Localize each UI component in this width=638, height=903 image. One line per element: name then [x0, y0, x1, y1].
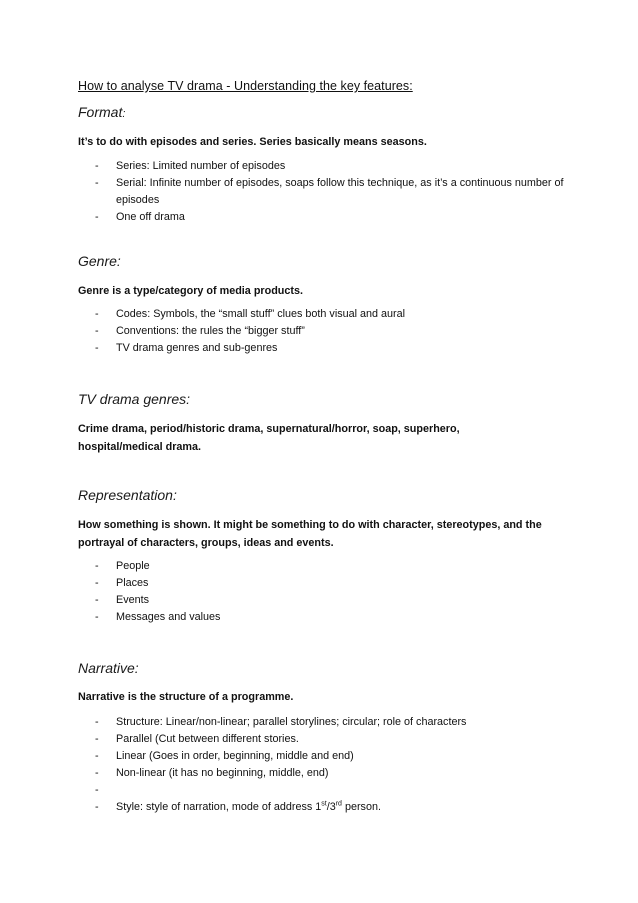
- list-item-text: Places: [116, 577, 149, 589]
- dash: -: [95, 801, 99, 813]
- style-item-text: Style: style of narration, mode of address 1: [116, 801, 322, 813]
- dash: -: [95, 594, 99, 606]
- list-item-text: One off drama: [116, 211, 185, 223]
- tv-drama-genres-definition: Crime drama, period/historic drama, supernatural/horror, soap, superhero, hospital/medical drama.: [78, 423, 460, 453]
- list-item: [95, 731, 565, 748]
- list-item: [95, 306, 565, 323]
- format-heading-text: Format: [78, 104, 123, 120]
- list-item-text: Messages and values: [116, 611, 221, 623]
- dash: -: [95, 342, 99, 354]
- dash: -: [95, 160, 99, 172]
- format-heading-colon: :: [122, 108, 126, 120]
- representation-definition: How something is shown. It might be something to do with character, stereotypes, and the portrayal of characters, groups, ideas and events.: [78, 519, 542, 549]
- tv-drama-genres-heading: TV drama genres:: [78, 391, 191, 407]
- dash: -: [95, 767, 99, 779]
- list-item: [95, 748, 565, 765]
- list-item-text: Structure: Linear/non-linear; parallel storylines; circular; role of characters: [116, 716, 467, 728]
- narrative-definition: Narrative is the structure of a programme.: [78, 691, 294, 703]
- genre-definition: Genre is a type/category of media products.: [78, 285, 304, 297]
- list-item-text: Parallel (Cut between different stories.: [116, 733, 299, 745]
- list-item-text: TV drama genres and sub-genres: [116, 342, 278, 354]
- dash: -: [95, 577, 99, 589]
- list-item: [95, 799, 565, 816]
- representation-heading: Representation:: [78, 487, 177, 503]
- list-item: [95, 782, 565, 799]
- format-heading: [78, 104, 125, 120]
- list-item: [95, 158, 565, 175]
- list-item: [95, 592, 565, 609]
- list-item: [95, 714, 565, 731]
- list-item: [95, 558, 565, 575]
- superscript-rd: rd: [335, 800, 342, 808]
- representation-list: [95, 558, 565, 626]
- list-item-text: People: [116, 560, 150, 572]
- dash: -: [95, 177, 99, 189]
- list-item: [95, 575, 565, 592]
- list-item-text: Non-linear (it has no beginning, middle, end): [116, 767, 329, 779]
- dash: -: [95, 784, 99, 796]
- list-item-text: Codes: Symbols, the “small stuff” clues both visual and aural: [116, 308, 406, 320]
- format-list: [95, 158, 565, 226]
- list-item-text: Conventions: the rules the “bigger stuff”: [116, 325, 305, 337]
- list-item-text: Serial: Infinite number of episodes, soaps follow this technique, as it’s a continuous number of episodes: [116, 177, 564, 206]
- dash: -: [95, 560, 99, 572]
- genre-heading: Genre:: [78, 253, 121, 269]
- dash: -: [95, 750, 99, 762]
- superscript-st: st: [321, 800, 327, 808]
- list-item-text: Linear (Goes in order, beginning, middle and end): [116, 750, 354, 762]
- dash: -: [95, 611, 99, 623]
- dash: -: [95, 325, 99, 337]
- style-item-end: person.: [341, 801, 381, 813]
- list-item-text: Series: Limited number of episodes: [116, 160, 286, 172]
- narrative-heading: Narrative:: [78, 660, 139, 676]
- list-item: [95, 209, 565, 226]
- list-item: [95, 609, 565, 626]
- format-definition: It’s to do with episodes and series. Series basically means seasons.: [78, 136, 427, 148]
- dash: -: [95, 716, 99, 728]
- list-item: [95, 323, 565, 340]
- narrative-list: [95, 714, 565, 816]
- document-title: How to analyse TV drama - Understanding the key features:: [78, 79, 413, 93]
- list-item: [95, 765, 565, 782]
- dash: -: [95, 211, 99, 223]
- genre-list: [95, 306, 565, 357]
- list-item-text: Events: [116, 594, 150, 606]
- dash: -: [95, 308, 99, 320]
- style-item-mid: /3: [326, 801, 336, 813]
- list-item: [95, 340, 565, 357]
- dash: -: [95, 733, 99, 745]
- list-item: [95, 175, 565, 209]
